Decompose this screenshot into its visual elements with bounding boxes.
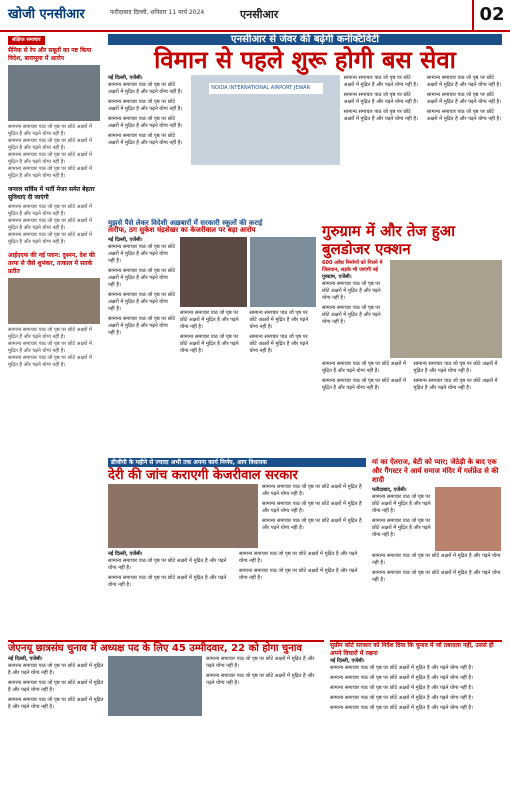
lead-story	[108, 34, 502, 165]
bulldozer-col-2	[322, 361, 411, 395]
jnu-para: सामान्य समाचार पाठ जो पृष्ठ पर छोटे अक्षरों में मुद्रित है और पढ़ने योग्य नहीं है।	[206, 673, 315, 686]
court-byline: नई दिल्ली, एजेंसी।	[330, 658, 365, 664]
jnu-para: सामान्य समाचार पाठ जो पृष्ठ पर छोटे अक्षरों में मुद्रित है और पढ़ने योग्य नहीं है।	[8, 697, 104, 710]
sukesh-byline: नई दिल्ली, एजेंसी।	[108, 237, 143, 243]
story-wedding	[372, 458, 502, 587]
probe-photo	[108, 484, 258, 548]
brief-1-text-3: सामान्य समाचार पाठ जो पृष्ठ पर छोटे अक्षरों में मुद्रित है और पढ़ने योग्य नहीं है।	[8, 152, 93, 165]
brief-3-title: आईएएफ की नई प्लान: दुश्मन, देश की तरफ से जैसे शुभंकर, तत्काल में सतर्क प्रतीत	[8, 252, 95, 275]
bulldozer-para: सामान्य समाचार पाठ जो पृष्ठ पर छोटे अक्षरों में मुद्रित है और पढ़ने योग्य नहीं है।	[413, 361, 498, 374]
bulldozer-sub: 600 अवैध निर्माणों को गिराने में जिलवान, सड़के भी जाएंगी नई	[322, 260, 383, 273]
wedding-byline: फरीदाबाद, एजेंसी।	[372, 487, 407, 493]
bulldozer-col-1	[322, 260, 386, 358]
brief-3-text: सामान्य समाचार पाठ जो पृष्ठ पर छोटे अक्षरों में मुद्रित है और पढ़ने योग्य नहीं है।	[8, 327, 93, 340]
lead-kicker: एनसीआर से जेवर की बढ़ेगी कनेक्टिविटी	[108, 34, 502, 45]
lead-para: सामान्य समाचार पाठ जो पृष्ठ पर छोटे अक्षरों में मुद्रित है और पढ़ने योग्य नहीं है।	[343, 75, 418, 88]
probe-para: सामान्य समाचार पाठ जो पृष्ठ पर छोटे अक्षरों में मुद्रित है और पढ़ने योग्य नहीं है।	[239, 568, 358, 581]
jnu-para: सामान्य समाचार पाठ जो पृष्ठ पर छोटे अक्षरों में मुद्रित है और पढ़ने योग्य नहीं है।	[8, 663, 104, 676]
court-para: सामान्य समाचार पाठ जो पृष्ठ पर छोटे अक्षरों में मुद्रित है और पढ़ने योग्य नहीं है।	[330, 695, 473, 701]
probe-para: सामान्य समाचार पाठ जो पृष्ठ पर छोटे अक्षरों में मुद्रित है और पढ़ने योग्य नहीं है।	[262, 518, 362, 531]
bulldozer-headline: गुरुग्राम में और तेज हुआ बुलडोजर एक्शन	[322, 222, 456, 258]
brief-3-text-3: सामान्य समाचार पाठ जो पृष्ठ पर छोटे अक्षरों में मुद्रित है और पढ़ने योग्य नहीं है।	[8, 355, 93, 368]
court-headline: सुप्रीम कोर्ट सरकार को निर्देश दिया कि चुनाव में जो तबादला नहीं, उससे ही अपने विचारों में रखना	[330, 642, 494, 657]
kejriwal-photo	[250, 237, 317, 307]
probe-col-3	[239, 551, 366, 592]
lead-para: सामान्य समाचार पाठ जो पृष्ठ पर छोटे अक्षरों में मुद्रित है और पढ़ने योग्य नहीं है।	[343, 92, 418, 105]
lead-para: सामान्य समाचार पाठ जो पृष्ठ पर छोटे अक्षरों में मुद्रित है और पढ़ने योग्य नहीं है।	[108, 116, 183, 129]
sukesh-para: सामान्य समाचार पाठ जो पृष्ठ पर छोटे अक्षरों में मुद्रित है और पढ़ने योग्य नहीं है।	[180, 310, 239, 330]
bulldozer-para: सामान्य समाचार पाठ जो पृष्ठ पर छोटे अक्षरों में मुद्रित है और पढ़ने योग्य नहीं है।	[413, 378, 498, 391]
bulldozer-para: सामान्य समाचार पाठ जो पृष्ठ पर छोटे अक्षरों में मुद्रित है और पढ़ने योग्य नहीं है।	[322, 305, 381, 325]
story-jnu	[8, 640, 324, 716]
sukesh-kicker: मुझसे पैसे लेकर विदेशी अख़बारों में सरकारी स्कूलों की कराई	[108, 219, 263, 227]
brief-1-text-2: सामान्य समाचार पाठ जो पृष्ठ पर छोटे अक्षरों में मुद्रित है और पढ़ने योग्य नहीं है।	[8, 138, 93, 151]
story-probe	[108, 458, 366, 592]
brief-1-photo	[8, 65, 100, 121]
lead-photo	[191, 75, 339, 165]
brief-2-title: जनरल सर्विस में भर्ती मेजर समेत बेहतर सुविधाएं दी जाएंगी	[8, 186, 95, 201]
lead-byline: नई दिल्ली, एजेंसी।	[108, 75, 143, 81]
probe-para: सामान्य समाचार पाठ जो पृष्ठ पर छोटे अक्षरों में मुद्रित है और पढ़ने योग्य नहीं है।	[239, 551, 358, 564]
jnu-para: सामान्य समाचार पाठ जो पृष्ठ पर छोटे अक्षरों में मुद्रित है और पढ़ने योग्य नहीं है।	[8, 680, 104, 693]
newspaper-logo: खोजी एनसीआर	[8, 7, 85, 22]
lead-para: सामान्य समाचार पाठ जो पृष्ठ पर छोटे अक्षरों में मुद्रित है और पढ़ने योग्य नहीं है।	[343, 109, 418, 122]
court-para: सामान्य समाचार पाठ जो पृष्ठ पर छोटे अक्षरों में मुद्रित है और पढ़ने योग्य नहीं है।	[330, 685, 473, 691]
probe-headline: देरी की जांच कराएगी केजरीवाल सरकार	[108, 468, 298, 483]
jnu-col-2	[206, 656, 324, 716]
briefs-tag: संक्षिप्त समाचार	[8, 36, 45, 45]
wedding-headline: मां का ऐतराज, बेटी को प्यार; जेठेड़ी के बाद एक और गैंगस्टर ने आर्य समाज मंदिर में गर्लफ्रेंड से की शादी	[372, 458, 499, 484]
jnu-byline: नई दिल्ली, एजेंसी।	[8, 656, 43, 662]
bulldozer-col-3	[414, 361, 503, 395]
probe-kicker: डीजीपी के महीने से ज्यादा अभी तक अपना कार्य निर्णय, आप विधायक	[108, 458, 366, 467]
court-para: सामान्य समाचार पाठ जो पृष्ठ पर छोटे अक्षरों में मुद्रित है और पढ़ने योग्य नहीं है।	[330, 665, 473, 671]
probe-para: सामान्य समाचार पाठ जो पृष्ठ पर छोटे अक्षरों में मुद्रित है और पढ़ने योग्य नहीं है।	[108, 575, 227, 588]
lead-text-col-2	[344, 75, 423, 165]
lead-para: सामान्य समाचार पाठ जो पृष्ठ पर छोटे अक्षरों में मुद्रित है और पढ़ने योग्य नहीं है।	[108, 82, 183, 95]
brief-2-text-3: सामान्य समाचार पाठ जो पृष्ठ पर छोटे अक्षरों में मुद्रित है और पढ़ने योग्य नहीं है।	[8, 232, 93, 245]
sukesh-col-3	[250, 310, 317, 358]
sukesh-photo	[180, 237, 247, 307]
page-number: 02	[472, 0, 510, 30]
wedding-para: सामान्य समाचार पाठ जो पृष्ठ पर छोटे अक्षरों में मुद्रित है और पढ़ने योग्य नहीं है।	[372, 570, 501, 583]
sukesh-col-2	[180, 310, 247, 358]
masthead	[0, 0, 510, 32]
bulldozer-photo	[390, 260, 502, 358]
left-column	[8, 36, 100, 369]
story-sukesh	[108, 220, 316, 358]
lead-text-col-1	[108, 75, 187, 165]
court-para: सामान्य समाचार पाठ जो पृष्ठ पर छोटे अक्षरों में मुद्रित है और पढ़ने योग्य नहीं है।	[330, 705, 473, 711]
sukesh-para: सामान्य समाचार पाठ जो पृष्ठ पर छोटे अक्षरों में मुद्रित है और पढ़ने योग्य नहीं है।	[249, 310, 309, 330]
sukesh-para: सामान्य समाचार पाठ जो पृष्ठ पर छोटे अक्षरों में मुद्रित है और पढ़ने योग्य नहीं है।	[108, 244, 176, 264]
wedding-para: सामान्य समाचार पाठ जो पृष्ठ पर छोटे अक्षरों में मुद्रित है और पढ़ने योग्य नहीं है।	[372, 553, 501, 566]
story-court	[330, 640, 502, 715]
brief-2-text: सामान्य समाचार पाठ जो पृष्ठ पर छोटे अक्षरों में मुद्रित है और पढ़ने योग्य नहीं है।	[8, 204, 93, 217]
wedding-para: सामान्य समाचार पाठ जो पृष्ठ पर छोटे अक्षरों में मुद्रित है और पढ़ने योग्य नहीं है।	[372, 518, 431, 538]
lead-para: सामान्य समाचार पाठ जो पृष्ठ पर छोटे अक्षरों में मुद्रित है और पढ़ने योग्य नहीं है।	[108, 133, 183, 146]
wedding-col-2	[372, 553, 502, 584]
sukesh-para: सामान्य समाचार पाठ जो पृष्ठ पर छोटे अक्षरों में मुद्रित है और पढ़ने योग्य नहीं है।	[108, 268, 176, 288]
jnu-headline: जेएनयू छात्रसंघ चुनाव में अध्यक्ष पद के लिए 45 उम्मीदवार, 22 को होगा चुनाव	[8, 643, 302, 654]
wedding-para: सामान्य समाचार पाठ जो पृष्ठ पर छोटे अक्षरों में मुद्रित है और पढ़ने योग्य नहीं है।	[372, 494, 431, 514]
court-para: सामान्य समाचार पाठ जो पृष्ठ पर छोटे अक्षरों में मुद्रित है और पढ़ने योग्य नहीं है।	[330, 675, 473, 681]
probe-col-2	[262, 484, 366, 548]
brief-1-text: सामान्य समाचार पाठ जो पृष्ठ पर छोटे अक्षरों में मुद्रित है और पढ़ने योग्य नहीं है।	[8, 124, 93, 137]
story-bulldozer	[322, 222, 502, 395]
wedding-photo	[435, 487, 501, 551]
jnu-para: सामान्य समाचार पाठ जो पृष्ठ पर छोटे अक्षरों में मुद्रित है और पढ़ने योग्य नहीं है।	[206, 656, 315, 669]
wedding-col-1	[372, 487, 432, 551]
lead-para: सामान्य समाचार पाठ जो पृष्ठ पर छोटे अक्षरों में मुद्रित है और पढ़ने योग्य नहीं है।	[426, 92, 502, 105]
lead-para: सामान्य समाचार पाठ जो पृष्ठ पर छोटे अक्षरों में मुद्रित है और पढ़ने योग्य नहीं है।	[426, 75, 502, 88]
airport-sign: NOIDA INTERNATIONAL AIRPORT JEWAR	[209, 83, 323, 94]
sukesh-para: सामान्य समाचार पाठ जो पृष्ठ पर छोटे अक्षरों में मुद्रित है और पढ़ने योग्य नहीं है।	[180, 334, 239, 354]
sukesh-headline: तारीफ, ठग सुकेश चंद्रशेखर का केजरीवाल पर बड़ा आरोप	[108, 226, 256, 234]
brief-3-text-2: सामान्य समाचार पाठ जो पृष्ठ पर छोटे अक्षरों में मुद्रित है और पढ़ने योग्य नहीं है।	[8, 341, 93, 354]
lead-text-col-3	[427, 75, 502, 165]
lead-para: सामान्य समाचार पाठ जो पृष्ठ पर छोटे अक्षरों में मुद्रित है और पढ़ने योग्य नहीं है।	[426, 109, 502, 122]
lead-para: सामान्य समाचार पाठ जो पृष्ठ पर छोटे अक्षरों में मुद्रित है और पढ़ने योग्य नहीं है।	[108, 99, 183, 112]
bulldozer-para: सामान्य समाचार पाठ जो पृष्ठ पर छोटे अक्षरों में मुद्रित है और पढ़ने योग्य नहीं है।	[322, 378, 407, 391]
dateline: फरीदाबाद दिल्ली, शनिवार 11 मार्च 2024	[110, 9, 205, 16]
sukesh-para: सामान्य समाचार पाठ जो पृष्ठ पर छोटे अक्षरों में मुद्रित है और पढ़ने योग्य नहीं है।	[249, 334, 309, 354]
sukesh-para: सामान्य समाचार पाठ जो पृष्ठ पर छोटे अक्षरों में मुद्रित है और पढ़ने योग्य नहीं है।	[108, 292, 176, 312]
bulldozer-para: सामान्य समाचार पाठ जो पृष्ठ पर छोटे अक्षरों में मुद्रित है और पढ़ने योग्य नहीं है।	[322, 361, 407, 374]
brief-3-photo	[8, 278, 100, 324]
jnu-photo	[108, 656, 202, 716]
probe-para: सामान्य समाचार पाठ जो पृष्ठ पर छोटे अक्षरों में मुद्रित है और पढ़ने योग्य नहीं है।	[262, 484, 362, 497]
section-title: एनसीआर	[240, 8, 279, 21]
lead-headline: विमान से पहले शुरू होगी बस सेवा	[154, 46, 456, 74]
brief-2-text-2: सामान्य समाचार पाठ जो पृष्ठ पर छोटे अक्षरों में मुद्रित है और पढ़ने योग्य नहीं है।	[8, 218, 93, 231]
brief-1-title: सैनिक से रेप और सबूतों का नष्ट किया विदेश, बारामूला में आरोप	[8, 47, 92, 62]
sukesh-para: सामान्य समाचार पाठ जो पृष्ठ पर छोटे अक्षरों में मुद्रित है और पढ़ने योग्य नहीं है।	[108, 316, 176, 336]
bulldozer-byline: गुरुग्राम, एजेंसी।	[322, 274, 352, 280]
probe-para: सामान्य समाचार पाठ जो पृष्ठ पर छोटे अक्षरों में मुद्रित है और पढ़ने योग्य नहीं है।	[262, 501, 362, 514]
probe-col-1	[108, 551, 235, 592]
jnu-col-1	[8, 656, 104, 716]
brief-1-text-4: सामान्य समाचार पाठ जो पृष्ठ पर छोटे अक्षरों में मुद्रित है और पढ़ने योग्य नहीं है।	[8, 166, 93, 179]
probe-para: सामान्य समाचार पाठ जो पृष्ठ पर छोटे अक्षरों में मुद्रित है और पढ़ने योग्य नहीं है।	[108, 558, 227, 571]
bulldozer-para: सामान्य समाचार पाठ जो पृष्ठ पर छोटे अक्षरों में मुद्रित है और पढ़ने योग्य नहीं है।	[322, 281, 381, 301]
probe-byline: नई दिल्ली, एजेंसी।	[108, 551, 143, 557]
sukesh-col-1	[108, 237, 176, 358]
